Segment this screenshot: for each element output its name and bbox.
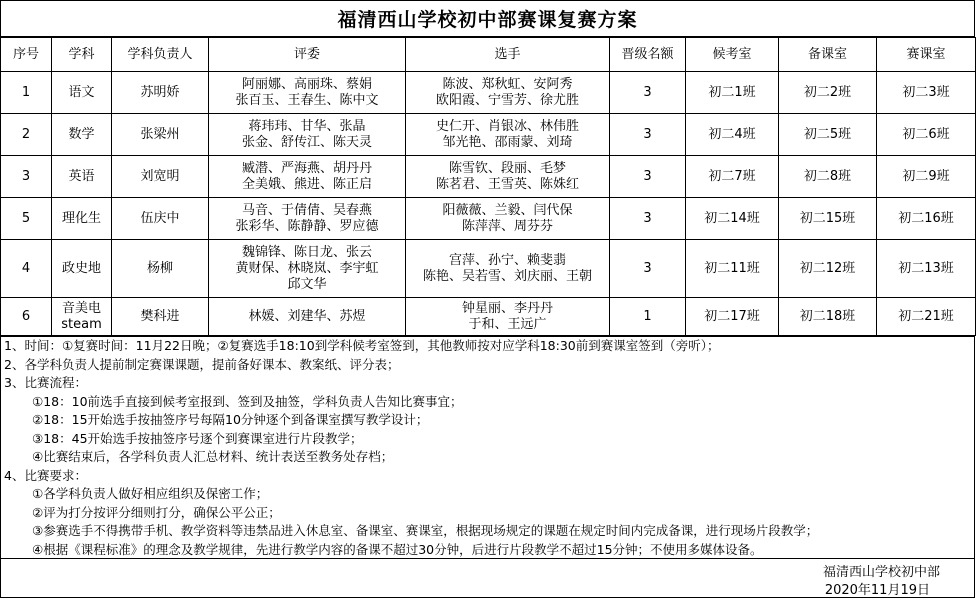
column-header: 评委 [209,38,406,72]
note-line: 4、比赛要求： [4,467,87,483]
cell-line: 张百玉、王春生、陈中文 [235,92,379,108]
cell-line: 语文 [68,84,95,100]
cell-line: 陈茗君、王雪英、陈姝红 [435,176,579,192]
cell-prep: 初二5班 [779,114,877,156]
cell-line: 张金、舒传江、陈天灵 [241,134,372,150]
cell-subject [52,298,112,336]
cell-line: 音美电 [61,300,101,316]
table-row [1,298,976,336]
cell-line: 阿丽娜、高丽珠、蔡娟 [241,76,372,92]
column-header: 学科负责人 [112,38,209,72]
cell-wait: 初二4班 [686,114,779,156]
table-row [1,240,976,298]
footer [0,559,975,598]
cell-subject [52,72,112,114]
cell-prep: 初二12班 [779,240,877,298]
cell-leader: 张梁州 [112,114,209,156]
cell-players [406,298,610,336]
cell-contest: 初二9班 [877,156,976,198]
cell-line: 史仁开、肖银冰、林伟胜 [435,118,579,134]
cell-leader: 杨柳 [112,240,209,298]
cell-line: 邱文华 [287,276,327,292]
cell-no: 6 [1,298,52,336]
column-header: 序号 [1,38,52,72]
cell-line: 陈艳、吴若雪、刘庆丽、王朝 [422,268,592,284]
cell-players [406,72,610,114]
cell-players [406,198,610,240]
cell-prep: 初二18班 [779,298,877,336]
cell-quota: 3 [610,72,686,114]
cell-judges [209,156,406,198]
cell-line: 数学 [68,126,95,142]
cell-wait: 初二7班 [686,156,779,198]
cell-line: 邹光艳、邵雨蒙、刘琦 [442,134,573,150]
cell-judges [209,72,406,114]
cell-line: 于和、王远广 [468,316,547,332]
cell-leader: 伍庆中 [112,198,209,240]
cell-line: 臧潜、严海燕、胡丹丹 [241,160,372,176]
cell-judges [209,114,406,156]
column-header: 选手 [406,38,610,72]
cell-line: 英语 [68,168,95,184]
cell-quota: 3 [610,156,686,198]
cell-prep: 初二2班 [779,72,877,114]
cell-leader: 樊科进 [112,298,209,336]
cell-contest: 初二3班 [877,72,976,114]
table-row [1,198,976,240]
column-header: 晋级名额 [610,38,686,72]
cell-line: 陈雪钦、段丽、毛梦 [448,160,566,176]
cell-wait: 初二17班 [686,298,779,336]
cell-line: 陈萍萍、周芬芬 [461,218,553,234]
cell-line: 全美娥、熊进、陈正启 [241,176,372,192]
cell-players [406,114,610,156]
cell-line: 宫萍、孙宁、赖斐翡 [448,252,566,268]
cell-line: 张彩华、陈静静、罗应德 [235,218,379,234]
cell-prep: 初二8班 [779,156,877,198]
cell-line: steam [61,316,102,332]
column-header: 赛课室 [877,38,976,72]
table-header-row [1,38,976,72]
cell-quota: 3 [610,240,686,298]
cell-quota: 3 [610,198,686,240]
note-line: ②18：15开始选手按抽签序号每隔10分钟逐个到备课室撰写教学设计； [32,412,429,427]
cell-subject [52,240,112,298]
table-row [1,114,976,156]
cell-no: 5 [1,198,52,240]
note-line: ①18：10前选手直接到候考室报到、签到及抽签，学科负责人告知比赛事宜； [32,393,463,409]
cell-line: 魏锦锋、陈日龙、张云 [241,244,372,260]
cell-subject [52,114,112,156]
cell-no: 2 [1,114,52,156]
cell-line: 阳薇薇、兰毅、闫代保 [442,202,573,218]
cell-wait: 初二1班 [686,72,779,114]
cell-line: 钟星丽、李丹丹 [461,300,553,316]
cell-no: 3 [1,156,52,198]
column-header: 学科 [52,38,112,72]
cell-line: 欧阳霞、宁雪芳、徐尤胜 [435,92,579,108]
cell-quota: 1 [610,298,686,336]
note-line: ③18：45开始选手按抽签序号逐个到赛课室进行片段教学； [32,430,363,446]
note-line: ②评为打分按评分细则打分，确保公平公正； [32,504,281,520]
cell-line: 理化生 [61,210,101,226]
cell-judges [209,298,406,336]
cell-no: 1 [1,72,52,114]
note-line: ①各学科负责人做好相应组织及保密工作； [32,486,269,501]
cell-quota: 3 [610,114,686,156]
table-row [1,156,976,198]
cell-prep: 初二15班 [779,198,877,240]
note-line: ③参赛选手不得携带手机、教学资料等违禁品进入休息室、备课室、赛课室，根据现场规定的课题在规定时间内完成备课，进行现场片段教学； [32,523,819,538]
cell-wait: 初二11班 [686,240,779,298]
note-line: 2、各学科负责人提前制定赛课课题，提前备好课本、教案纸、评分表； [4,356,400,372]
cell-line: 林媛、刘建华、苏煜 [248,308,366,324]
cell-contest: 初二16班 [877,198,976,240]
footer-date: 2020年11月19日 [824,583,930,598]
cell-line: 蒋玮玮、甘华、张晶 [248,118,366,134]
note-line: ④根据《课程标准》的理念及教学规律，先进行教学内容的备课不超过30分钟，后进行片段教学不超过15分钟；不使用多媒体设备。 [32,541,763,557]
cell-leader: 苏明娇 [112,72,209,114]
note-line: 3、比赛流程： [4,375,87,390]
cell-subject [52,198,112,240]
cell-contest: 初二21班 [877,298,976,336]
footer-organization: 福清西山学校初中部 [822,565,940,580]
cell-players [406,240,610,298]
cell-leader: 刘宽明 [112,156,209,198]
cell-contest: 初二6班 [877,114,976,156]
column-header: 备课室 [779,38,877,72]
cell-line: 马音、于倩倩、吴春燕 [241,202,372,218]
column-header: 候考室 [686,38,779,72]
rules-notes [0,336,975,559]
cell-players [406,156,610,198]
cell-line: 政史地 [61,260,101,276]
note-line: ④比赛结束后，各学科负责人汇总材料、统计表送至教务处存档； [32,449,394,464]
table-row [1,72,976,114]
cell-contest: 初二13班 [877,240,976,298]
page-title: 福清西山学校初中部赛课复赛方案 [0,0,975,37]
cell-judges [209,240,406,298]
note-line: 1、时间：①复赛时间：11月22日晚；②复赛选手18:10到学科候考室签到，其他教师按对应学科18:30前到赛课室签到（旁听）； [4,338,720,353]
cell-line: 陈波、郑秋虹、安阿秀 [442,76,573,92]
cell-judges [209,198,406,240]
cell-subject [52,156,112,198]
cell-wait: 初二14班 [686,198,779,240]
cell-line: 黄财保、林晓岚、李宇虹 [235,260,379,276]
cell-no: 4 [1,240,52,298]
schedule-table [0,37,976,336]
